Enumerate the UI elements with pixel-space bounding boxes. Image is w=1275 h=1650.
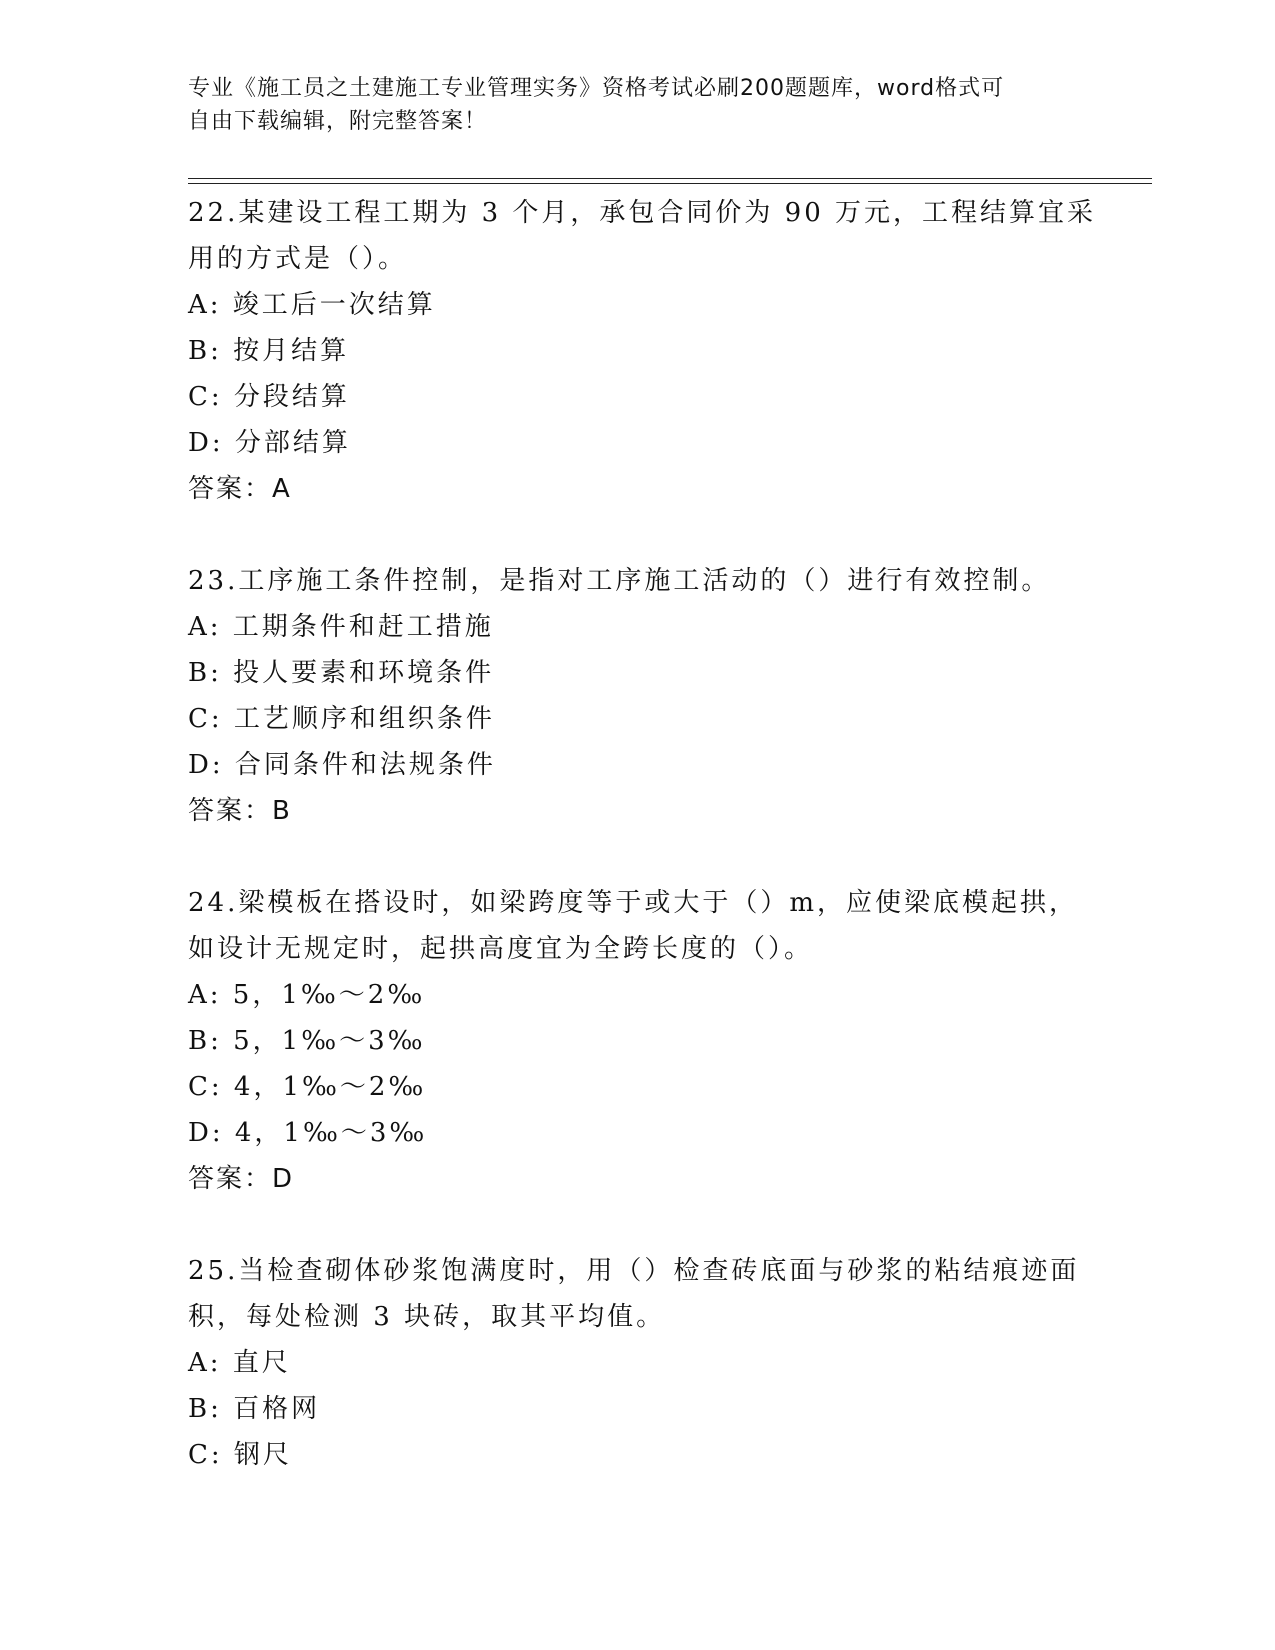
header-line-1: 专业《施工员之土建施工专业管理实务》资格考试必刷200题题库，word格式可 xyxy=(188,76,1005,101)
question-stem: 23.工序施工条件控制，是指对工序施工活动的（）进行有效控制。 xyxy=(188,566,1051,596)
answer-line: 答案：A xyxy=(188,474,292,504)
question-list xyxy=(188,190,1097,1478)
question-24 xyxy=(188,880,1088,1202)
question-23 xyxy=(188,558,1088,834)
question-stem: 如设计无规定时，起拱高度宜为全跨长度的（）。 xyxy=(188,934,814,964)
option-d: D: 4，1‰～3‰ xyxy=(188,1118,428,1148)
option-b: B: 投人要素和环境条件 xyxy=(188,658,495,688)
question-stem: 24.梁模板在搭设时，如梁跨度等于或大于（）m，应使梁底模起拱， xyxy=(188,888,1079,918)
option-d: D: 分部结算 xyxy=(188,428,351,458)
question-stem: 25.当检查砌体砂浆饱满度时，用（）检查砖底面与砂浆的粘结痕迹面 xyxy=(188,1256,1080,1286)
header-divider-bottom xyxy=(188,183,1152,184)
header-line-2: 自由下载编辑，附完整答案！ xyxy=(188,109,488,134)
document-header xyxy=(188,72,1068,138)
question-25 xyxy=(188,1248,1088,1478)
option-a: A: 竣工后一次结算 xyxy=(188,290,436,320)
option-c: C: 钢尺 xyxy=(188,1440,292,1470)
answer-line: 答案：B xyxy=(188,796,292,826)
option-a: A: 直尺 xyxy=(188,1348,291,1378)
option-c: C: 分段结算 xyxy=(188,382,350,412)
option-a: A: 5，1‰～2‰ xyxy=(188,980,426,1010)
question-stem: 22.某建设工程工期为 3 个月，承包合同价为 90 万元，工程结算宜采 xyxy=(188,198,1097,228)
header-divider-top xyxy=(188,178,1152,179)
option-b: B: 5，1‰～3‰ xyxy=(188,1026,426,1056)
question-stem: 积，每处检测 3 块砖，取其平均值。 xyxy=(188,1302,666,1332)
option-b: B: 百格网 xyxy=(188,1394,321,1424)
option-d: D: 合同条件和法规条件 xyxy=(188,750,496,780)
answer-line: 答案：D xyxy=(188,1164,295,1194)
option-c: C: 4，1‰～2‰ xyxy=(188,1072,427,1102)
option-a: A: 工期条件和赶工措施 xyxy=(188,612,494,642)
option-c: C: 工艺顺序和组织条件 xyxy=(188,704,495,734)
option-b: B: 按月结算 xyxy=(188,336,350,366)
question-22 xyxy=(188,190,1097,512)
question-stem: 用的方式是（）。 xyxy=(188,244,408,274)
